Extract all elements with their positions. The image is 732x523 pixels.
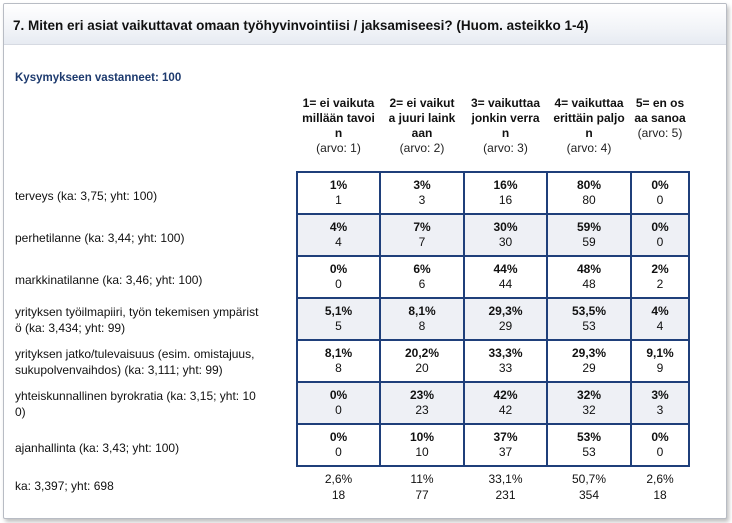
table-cell xyxy=(464,346,547,376)
cell-count: 0 xyxy=(656,235,664,249)
grid-line xyxy=(296,297,690,299)
table-cell xyxy=(464,262,547,292)
cell-percent: 59% xyxy=(576,220,602,234)
table-cell xyxy=(631,388,689,418)
cell-percent: 8,1% xyxy=(408,304,436,318)
totals-percent: 11% xyxy=(410,472,434,486)
table-cell xyxy=(464,178,547,208)
cell-percent: 4% xyxy=(651,304,669,318)
cell-percent: 10% xyxy=(409,430,435,444)
grid-line xyxy=(296,255,690,257)
table-cell xyxy=(464,388,547,418)
respondent-count: Kysymykseen vastanneet: 100 xyxy=(15,72,182,84)
cell-percent: 48% xyxy=(576,262,602,276)
cell-count: 23 xyxy=(415,403,429,417)
cell-count: 20 xyxy=(415,361,429,375)
cell-count: 0 xyxy=(656,193,664,207)
grid-line xyxy=(630,172,632,466)
grid-line xyxy=(296,423,690,425)
grid-line xyxy=(296,172,298,466)
column-header-label: 5= en os aa sanoa xyxy=(634,96,686,125)
cell-percent: 29,3% xyxy=(488,304,523,318)
grid-line xyxy=(379,172,381,466)
cell-count: 0 xyxy=(335,277,342,291)
column-header xyxy=(631,96,689,168)
totals-count: 77 xyxy=(415,488,429,502)
table-cell xyxy=(380,262,464,292)
cell-percent: 9,1% xyxy=(646,346,674,360)
table-cell xyxy=(380,430,464,460)
row-label: yrityksen työilmapiiri, työn tekemisen ympärist ö (ka: 3,434; yht: 99) xyxy=(15,305,259,335)
table-cell xyxy=(547,220,631,250)
grid-line xyxy=(546,172,548,466)
column-header-value: (arvo: 4) xyxy=(566,141,612,155)
cell-percent: 2% xyxy=(651,262,669,276)
table-cell xyxy=(297,178,380,208)
cell-count: 1 xyxy=(335,193,342,207)
totals-cell xyxy=(631,471,689,503)
table-cell xyxy=(547,430,631,460)
cell-count: 9 xyxy=(656,361,664,375)
table-cell xyxy=(547,178,631,208)
table-cell xyxy=(547,346,631,376)
cell-count: 0 xyxy=(656,445,664,459)
cell-count: 8 xyxy=(418,319,426,333)
cell-count: 53 xyxy=(582,319,596,333)
row-label: ajanhallinta (ka: 3,43; yht: 100) xyxy=(15,441,180,455)
row-label: perhetilanne (ka: 3,44; yht: 100) xyxy=(15,231,185,245)
table-cell xyxy=(547,262,631,292)
cell-count: 2 xyxy=(656,277,664,291)
totals-cell xyxy=(380,471,464,503)
table-cell xyxy=(631,262,689,292)
table-cell xyxy=(297,388,380,418)
cell-count: 37 xyxy=(498,445,513,459)
grid-line xyxy=(296,339,690,341)
table-cell xyxy=(631,346,689,376)
grid-line xyxy=(296,213,690,215)
cell-percent: 53,5% xyxy=(571,304,607,318)
column-header-value: (arvo: 5) xyxy=(637,126,683,140)
cell-count: 3 xyxy=(418,193,426,207)
column-header-label: 2= ei vaikut a juuri laink aan xyxy=(388,96,456,140)
cell-count: 8 xyxy=(335,361,342,375)
grid-line xyxy=(463,172,465,466)
cell-percent: 0% xyxy=(329,430,348,444)
table-cell xyxy=(297,262,380,292)
column-header xyxy=(380,96,464,168)
column-header xyxy=(297,96,380,168)
totals-cell xyxy=(297,471,380,503)
cell-percent: 0% xyxy=(329,388,348,402)
question-panel xyxy=(3,3,727,519)
cell-percent: 3% xyxy=(413,178,431,192)
cell-percent: 8,1% xyxy=(324,346,353,360)
cell-percent: 33,3% xyxy=(488,346,523,360)
column-header xyxy=(464,96,547,168)
cell-percent: 20,2% xyxy=(404,346,440,360)
column-header-label: 4= vaikuttaa erittäin paljo n xyxy=(553,96,625,140)
cell-percent: 23% xyxy=(409,388,435,402)
cell-count: 29 xyxy=(582,361,596,375)
cell-count: 30 xyxy=(498,235,513,249)
column-header xyxy=(547,96,631,168)
cell-percent: 6% xyxy=(413,262,431,276)
cell-percent: 37% xyxy=(493,430,518,444)
cell-count: 32 xyxy=(582,403,596,417)
totals-label: ka: 3,397; yht: 698 xyxy=(15,479,114,493)
table-cell xyxy=(380,178,464,208)
cell-count: 7 xyxy=(418,235,426,249)
cell-count: 4 xyxy=(335,235,342,249)
cell-percent: 44% xyxy=(493,262,518,276)
cell-count: 53 xyxy=(582,445,596,459)
table-cell xyxy=(631,220,689,250)
table-cell xyxy=(297,430,380,460)
table-cell xyxy=(464,220,547,250)
cell-percent: 5,1% xyxy=(324,304,353,318)
table-cell xyxy=(547,388,631,418)
table-cell xyxy=(380,388,464,418)
cell-percent: 0% xyxy=(329,262,348,276)
cell-count: 48 xyxy=(582,277,596,291)
table-cell xyxy=(380,220,464,250)
cell-percent: 3% xyxy=(651,388,669,402)
table-cell xyxy=(464,430,547,460)
table-cell xyxy=(631,430,689,460)
totals-percent: 2,6% xyxy=(324,472,353,486)
row-label: yhteiskunnallinen byrokratia (ka: 3,15; yht: 10 0) xyxy=(15,389,256,419)
cell-percent: 29,3% xyxy=(571,346,607,360)
grid-line xyxy=(688,172,690,466)
totals-cell xyxy=(464,471,547,503)
totals-percent: 2,6% xyxy=(646,472,674,486)
cell-count: 0 xyxy=(335,403,342,417)
row-label: yrityksen jatko/tulevaisuus (esim. omistajuus, sukupolvenvaihdos) (ka: 3,111; yht: 99) xyxy=(15,347,255,377)
grid-line xyxy=(296,381,690,383)
cell-percent: 53% xyxy=(576,430,602,444)
table-cell xyxy=(380,304,464,334)
cell-count: 80 xyxy=(582,193,596,207)
totals-count: 18 xyxy=(331,488,346,502)
totals-count: 18 xyxy=(653,488,667,502)
cell-percent: 0% xyxy=(651,220,669,234)
cell-count: 0 xyxy=(335,445,342,459)
cell-percent: 7% xyxy=(413,220,431,234)
question-title: 7. Miten eri asiat vaikuttavat omaan työhyvinvointiisi / jaksamiseesi? (Huom. asteikko 1-4) xyxy=(13,18,589,33)
row-label: terveys (ka: 3,75; yht: 100) xyxy=(15,189,158,203)
column-header-label: 3= vaikuttaa jonkin verra n xyxy=(470,96,541,140)
column-header-label: 1= ei vaikuta millään tavoi n xyxy=(302,96,375,140)
column-header-value: (arvo: 2) xyxy=(399,141,445,155)
cell-percent: 32% xyxy=(576,388,602,402)
totals-count: 354 xyxy=(578,488,600,502)
cell-count: 44 xyxy=(498,277,513,291)
cell-count: 10 xyxy=(415,445,429,459)
table-cell xyxy=(380,346,464,376)
cell-percent: 4% xyxy=(329,220,348,234)
table-cell xyxy=(297,220,380,250)
cell-percent: 1% xyxy=(329,178,348,192)
cell-percent: 0% xyxy=(651,430,669,444)
cell-count: 16 xyxy=(498,193,513,207)
cell-percent: 0% xyxy=(651,178,669,192)
totals-cell xyxy=(547,471,631,503)
cell-count: 4 xyxy=(656,319,664,333)
totals-percent: 33,1% xyxy=(488,472,523,486)
cell-count: 42 xyxy=(498,403,513,417)
table-cell xyxy=(297,346,380,376)
cell-count: 59 xyxy=(582,235,596,249)
column-header-value: (arvo: 1) xyxy=(316,141,361,155)
table-cell xyxy=(464,304,547,334)
cell-percent: 30% xyxy=(493,220,518,234)
row-label: markkinatilanne (ka: 3,46; yht: 100) xyxy=(15,273,203,287)
cell-count: 6 xyxy=(418,277,426,291)
grid-line xyxy=(296,465,690,467)
cell-count: 3 xyxy=(656,403,664,417)
cell-percent: 42% xyxy=(493,388,518,402)
table-cell xyxy=(631,304,689,334)
totals-count: 231 xyxy=(495,488,516,502)
panel-header xyxy=(4,4,726,45)
cell-percent: 16% xyxy=(493,178,518,192)
table-cell xyxy=(631,178,689,208)
cell-count: 29 xyxy=(498,319,513,333)
cell-count: 33 xyxy=(498,361,513,375)
cell-percent: 80% xyxy=(576,178,602,192)
table-cell xyxy=(297,304,380,334)
column-header-value: (arvo: 3) xyxy=(483,141,528,155)
cell-count: 5 xyxy=(335,319,342,333)
grid-line xyxy=(296,171,690,173)
totals-percent: 50,7% xyxy=(571,472,607,486)
table-cell xyxy=(547,304,631,334)
